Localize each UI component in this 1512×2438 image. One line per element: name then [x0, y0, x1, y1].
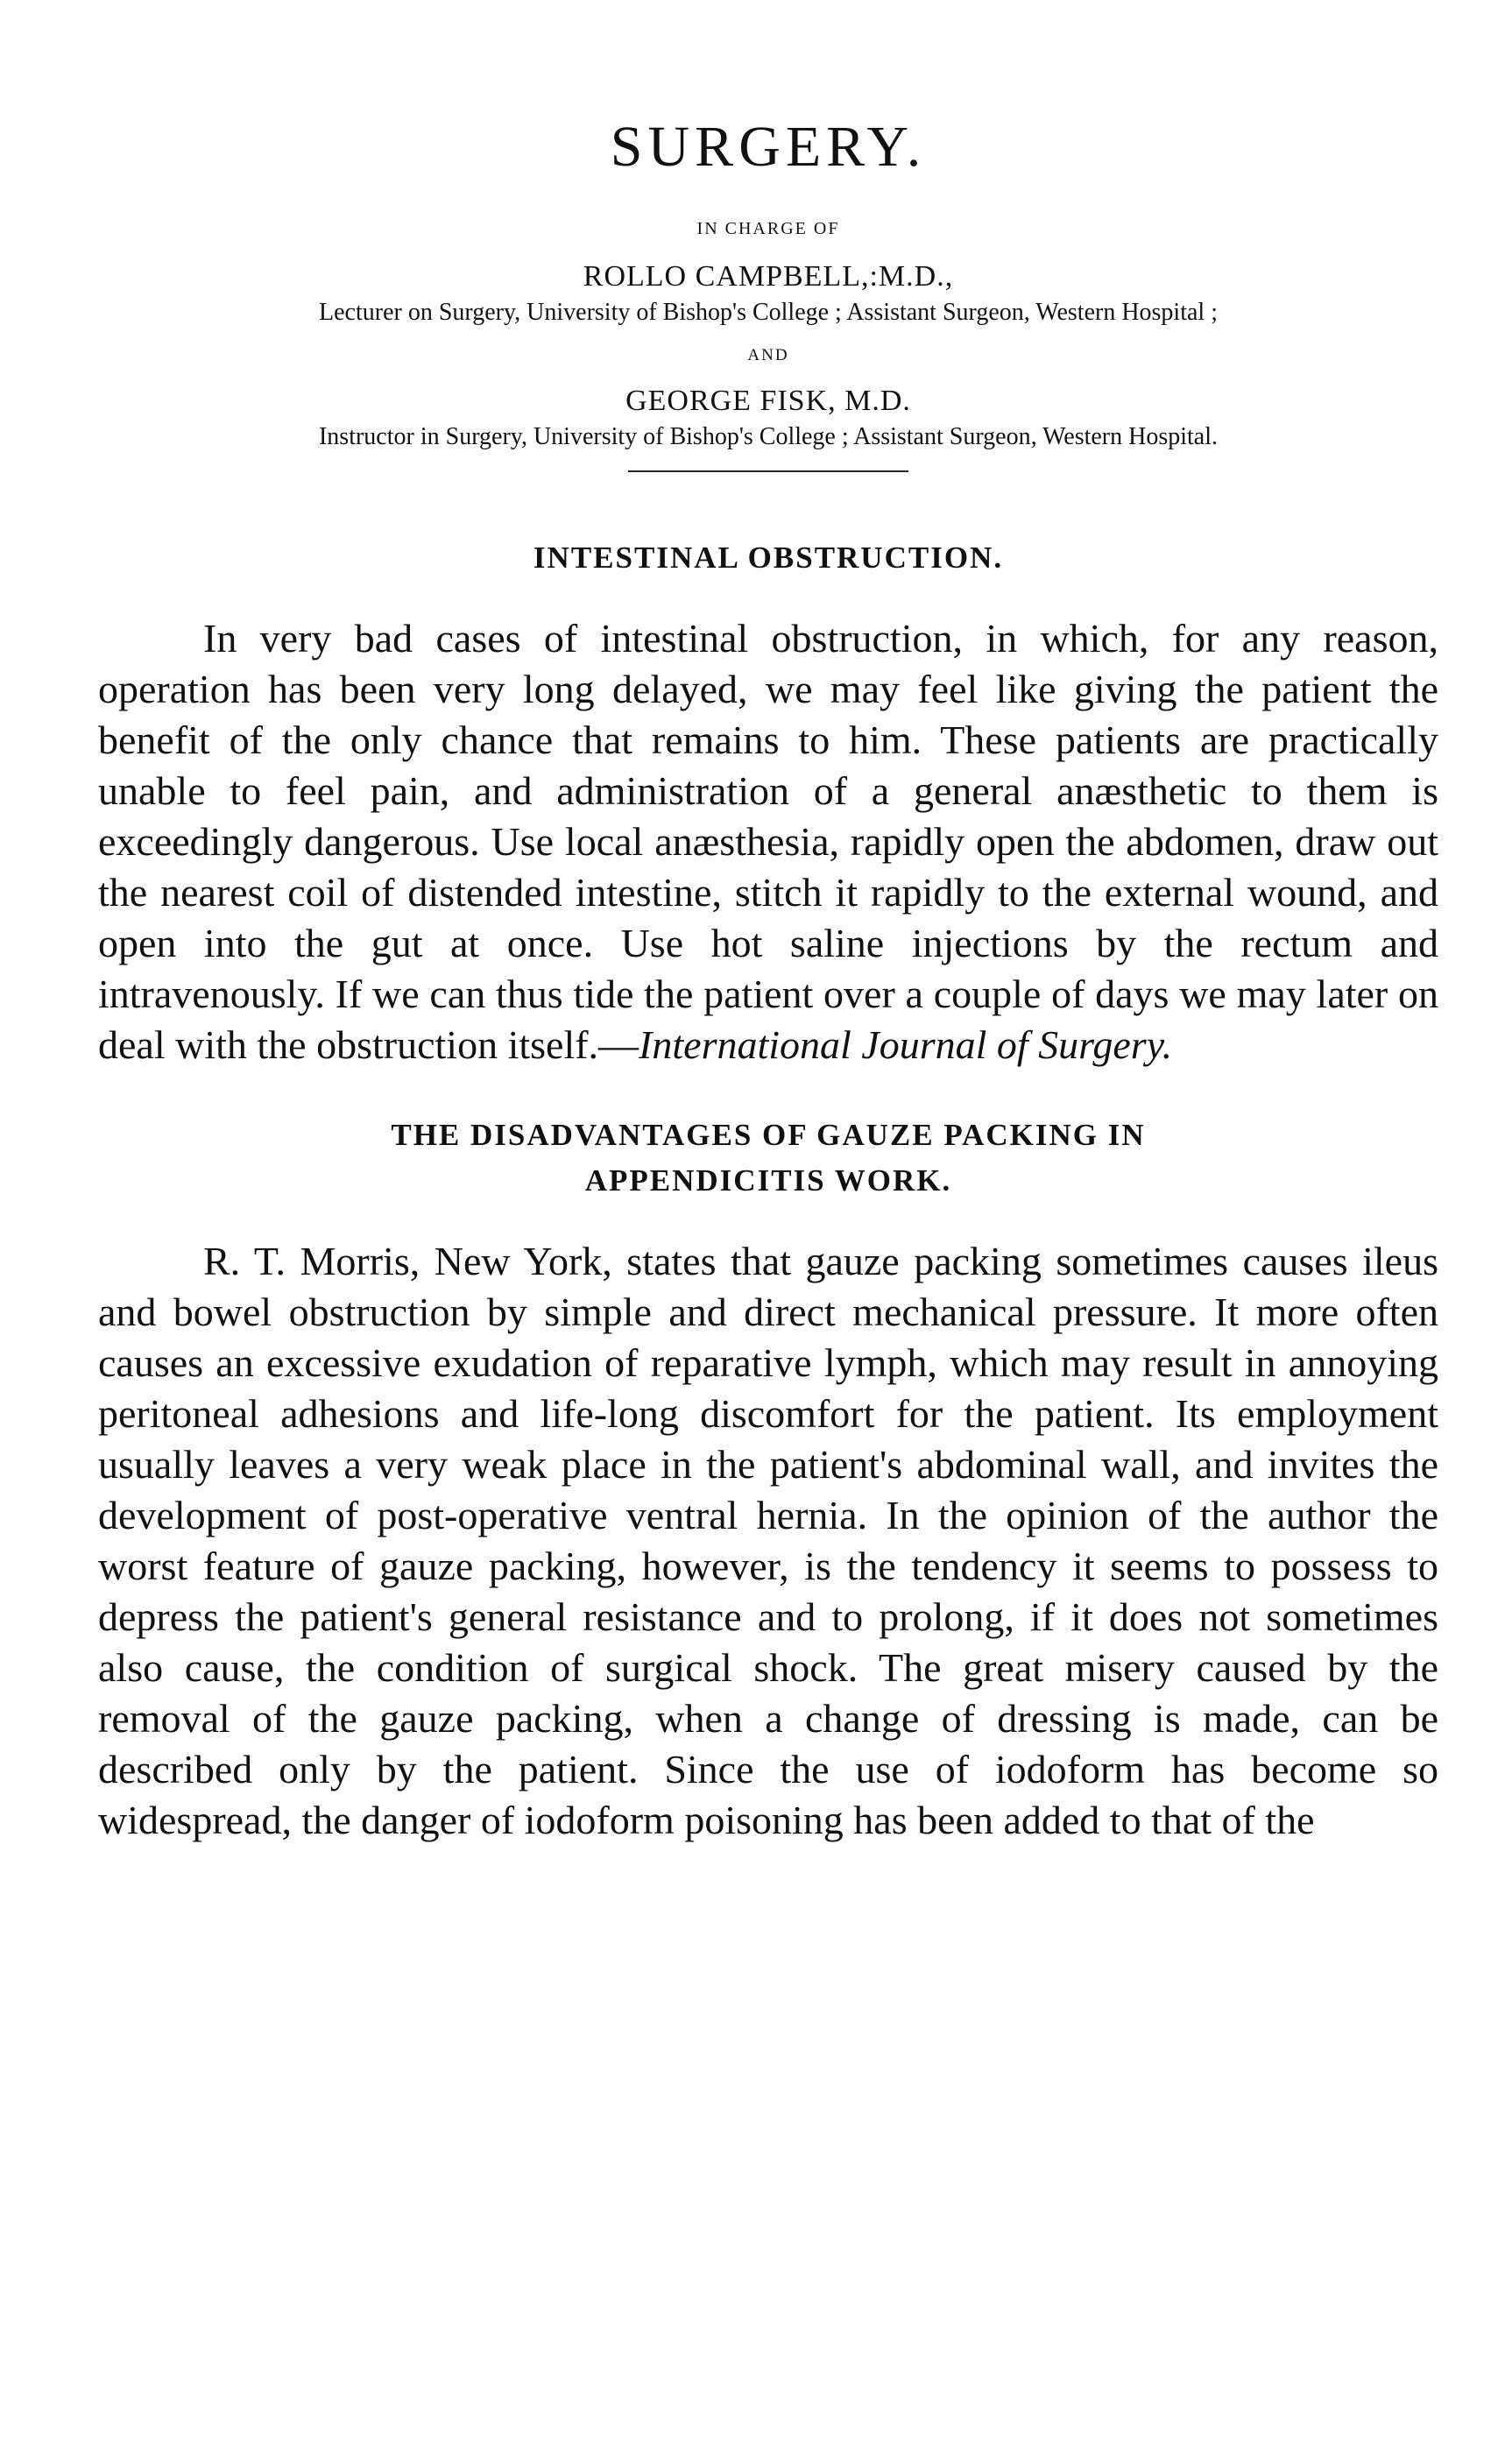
editor-name-fisk: GEORGE FISK, M.D.	[625, 385, 911, 417]
citation: International Journal of Surgery.	[639, 1021, 1173, 1067]
editor-role-fisk: Instructor in Surgery, University of Bishop's College ; Assistant Surgeon, Western Hospital.	[318, 423, 1219, 450]
paragraph-text: In very bad cases of intestinal obstruction, in which, for any reason, operation has been very long delayed, we may feel like giving the patient the benefit of the only chance that remains to him. These patients are practically unable to feel pain, and administration of a general anæsthetic to them is exceedingly dangerous. Use local anæsthesia, rapidly open the abdomen, draw out the nearest coil of distended intestine, stitch it rapidly to the external wound, and open into the gut at once. Use hot saline injections by the rectum and intravenously. If we can thus tide the patient over a couple of days we may later on deal with the obstruction itself.—	[98, 615, 1438, 1067]
and-separator: AND	[747, 346, 789, 364]
article-gauze-packing	[98, 1113, 1438, 1846]
article-heading-line: APPENDICITIS WORK.	[584, 1163, 952, 1198]
in-charge-of-label: IN CHARGE OF	[696, 219, 840, 238]
article-paragraph: R. T. Morris, New York, states that gauze packing sometimes causes ileus and bowel obstruction by simple and direct mechanical pressure. It more often causes an excessive exudation of reparative lymph, which may result in annoying peritoneal adhesions and life-long discomfort for the patient. Its employment usually leaves a very weak place in the patient's abdominal wall, and invites the development of post-operative ventral hernia. In the opinion of the author the worst feature of gauze packing, however, is the tendency it seems to possess to depress the patient's general resistance and to prolong, if it does not sometimes also cause, the condition of surgical shock. The great misery caused by the removal of the gauze packing, when a change of dressing is made, can be described only by the patient. Since the use of iodoform has become so widespread, the danger of iodoform poisoning has been added to that of the	[98, 1238, 1438, 1842]
editor-name-campbell: ROLLO CAMPBELL,:M.D.,	[583, 260, 954, 293]
article-heading-line: THE DISADVANTAGES OF GAUZE PACKING IN	[391, 1117, 1146, 1152]
article-paragraph	[98, 613, 1438, 1071]
article-heading	[98, 1113, 1438, 1205]
article-intestinal-obstruction	[98, 535, 1438, 1071]
header-divider	[628, 470, 908, 472]
journal-page	[98, 114, 1438, 1888]
article-body	[98, 1236, 1438, 1846]
article-body	[98, 613, 1438, 1071]
article-heading: INTESTINAL OBSTRUCTION.	[533, 541, 1004, 575]
section-title: SURGERY.	[610, 115, 927, 179]
editor-role-campbell: Lecturer on Surgery, University of Bishop's College ; Assistant Surgeon, Western Hospital ;	[319, 299, 1218, 326]
